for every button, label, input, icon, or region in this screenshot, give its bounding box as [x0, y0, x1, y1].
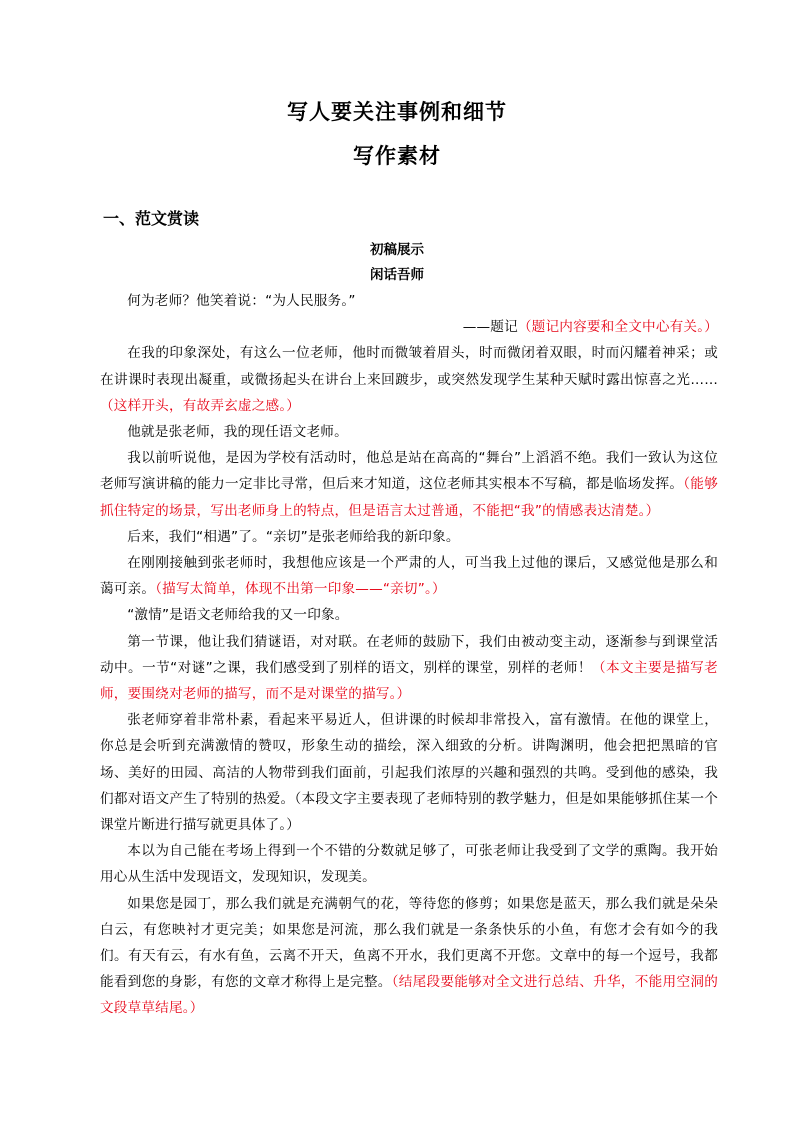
paragraph-epigraph	[100, 314, 718, 340]
teacher-comment: （题记内容要和全文中心有关。）	[517, 319, 718, 336]
paragraph-text: 本以为自己能在考场上得到一个不错的分数就足够了，可张老师让我受到了文学的熏陶。我开始用心从生活中发现语文，发现知识，发现美。	[100, 843, 718, 886]
document-title: 写人要关注事例和细节	[287, 100, 507, 124]
paragraph-text: 后来，我们“相遇”了。“亲切”是张老师给我的新印象。	[127, 528, 460, 545]
essay-title: 闲话吾师	[370, 267, 424, 283]
paragraph-text: 如果您是园丁，那么我们就是充满朝气的花，等待您的修剪；如果您是蓝天，那么我们就是朵朵白云，有您映衬才更完美；如果您是河流，那么我们就是一条条快乐的小鱼，有您才会有如今的我们。有天有云，有水有鱼，云离不开天，鱼离不开水，我们更离不开您。文章中的每一个逗号，我都能看到您的身影，有您的文章才称得上是完整。	[100, 895, 718, 991]
paragraph-text: 何为老师？他笑着说：“为人民服务。”	[127, 293, 356, 309]
document-subtitle: 写作素材	[353, 144, 441, 168]
paragraph	[100, 838, 718, 890]
paragraph	[100, 629, 718, 708]
paragraph	[100, 445, 718, 524]
paragraph-text: 他就是张老师，我的现任语文老师。	[127, 424, 348, 441]
paragraph	[100, 340, 718, 419]
paragraph-text: 在刚刚接触到张老师时，我想他应该是一个严肃的人，可当我上过他的课后，又感觉他是那么和蔼可亲。	[100, 555, 718, 598]
paragraph-text: 我以前听说他，是因为学校有活动时，他总是站在高高的“舞台”上滔滔不绝。我们一致认为这位老师写演讲稿的能力一定非比寻常，但后来才知道，这位老师其实根本不写稿，都是临场发挥。	[100, 450, 718, 493]
section-heading: 一、范文赏读	[103, 209, 200, 228]
teacher-comment: （这样开头，有故弄玄虚之感。）	[100, 397, 301, 414]
paragraph	[100, 602, 718, 628]
paragraph-text: 在我的印象深处，有这么一位老师，他时而微皱着眉头，时而微闭着双眼，时而闪耀着神采；或在讲课时表现出凝重，或微扬起头在讲台上来回踱步，或突然发现学生某种天赋时露出惊喜之光……	[100, 345, 718, 388]
teacher-comment: （描写太简单，体现不出第一印象——“亲切”。）	[155, 581, 446, 598]
paragraph	[100, 288, 718, 314]
paragraph-text: 第一节课，他让我们猜谜语，对对联。在老师的鼓励下，我们由被动变主动，逐渐参与到课堂活动中。一节“对谜”之课，我们感受到了别样的语文，别样的课堂，别样的老师！	[100, 633, 718, 676]
essay-body	[100, 288, 718, 1022]
paragraph	[100, 707, 718, 838]
paragraph-text: ——题记	[462, 319, 518, 336]
paragraph	[100, 891, 718, 1022]
paragraph-text: 张老师穿着非常朴素，看起来平易近人，但讲课的时候却非常投入，富有激情。在他的课堂上，你总是会听到充满激情的赞叹，形象生动的描绘，深入细致的分析。讲陶渊明，他会把把黑暗的官场、美好的田园、高洁的人物带到我们面前，引起我们浓厚的兴趣和强烈的共鸣。受到他的感染，我们都对语文产生了特别的热爱。（本段文字主要表现了老师特别的教学魅力，但是如果能够抓住某一个课堂片断进行描写就更具体了。）	[100, 712, 718, 834]
teacher-comment: （本文主要是描写老师，要围绕对老师的描写，而不是对课堂的描写。）	[100, 659, 718, 703]
essay-label: 初稿展示	[370, 242, 424, 258]
teacher-comment: （结尾段要能够对全文进行总结、升华，不能用空洞的文段草草结尾。）	[100, 974, 719, 1017]
paragraph-text: “激情”是语文老师给我的又一印象。	[127, 607, 349, 624]
teacher-comment: （能够抓住特定的场景，写出老师身上的特点，但是语言太过普通，不能把“我”的情感表达清楚。）	[100, 476, 718, 519]
paragraph	[100, 550, 718, 602]
paragraph	[100, 524, 718, 550]
paragraph	[100, 419, 718, 445]
